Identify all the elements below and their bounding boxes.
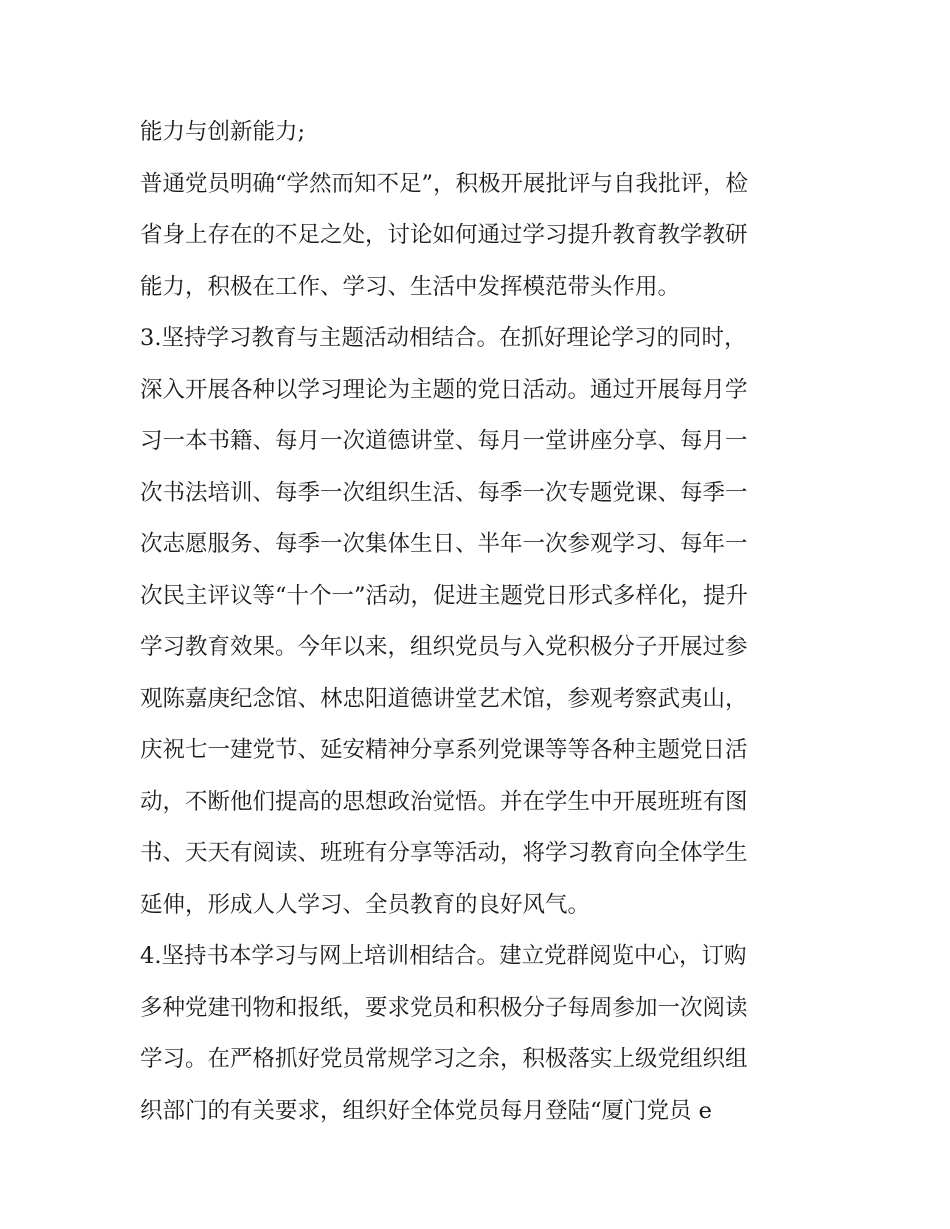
text-line: 书、天天有阅读、班班有分享等活动，将学习教育向全体学生 [140, 840, 748, 866]
text-line: 4.坚持书本学习与网上培训相结合。建立党群阅览中心，订购 [140, 943, 747, 969]
text-line: 观陈嘉庚纪念馆、林忠阳道德讲堂艺术馆，参观考察武夷山， [140, 685, 748, 712]
text-line: 动，不断他们提高的思想政治觉悟。并在学生中开展班班有图 [140, 788, 748, 815]
text-line: 学习。在严格抓好党员常规学习之余，积极落实上级党组织组 [140, 1046, 748, 1072]
text-line: 次志愿服务、每季一次集体生日、半年一次参观学习、每年一 [140, 531, 748, 557]
text-line: 次书法培训、每季一次组织生活、每季一次专题党课、每季一 [140, 479, 748, 506]
text-line: 多种党建刊物和报纸，要求党员和积极分子每周参加一次阅读 [140, 994, 748, 1021]
text-line: 习一本书籍、每月一次道德讲堂、每月一堂讲座分享、每月一 [140, 428, 748, 454]
text-line: 延伸，形成人人学习、全员教育的良好风气。 [140, 891, 591, 918]
text-line: 3.坚持学习教育与主题活动相结合。在抓好理论学习的同时， [140, 325, 747, 351]
text-line: 学习教育效果。今年以来，组织党员与入党积极分子开展过参 [140, 634, 748, 660]
text-line: 织部门的有关要求，组织好全体党员每月登陆“厦门党员 e [140, 1097, 712, 1124]
text-line: 普通党员明确“学然而知不足”，积极开展批评与自我批评，检 [140, 170, 749, 197]
text-line: 深入开展各种以学习理论为主题的党日活动。通过开展每月学 [140, 376, 748, 403]
text-line: 能力，积极在工作、学习、生活中发挥模范带头作用。 [140, 273, 681, 300]
text-line: 能力与创新能力; [140, 119, 306, 145]
text-line: 庆祝七一建党节、延安精神分享系列党课等等各种主题党日活 [140, 737, 748, 763]
text-line: 省身上存在的不足之处，讨论如何通过学习提升教育教学教研 [140, 222, 748, 248]
body-text [140, 107, 820, 1137]
text-line: 次民主评议等“十个一”活动，促进主题党日形式多样化，提升 [140, 582, 749, 609]
